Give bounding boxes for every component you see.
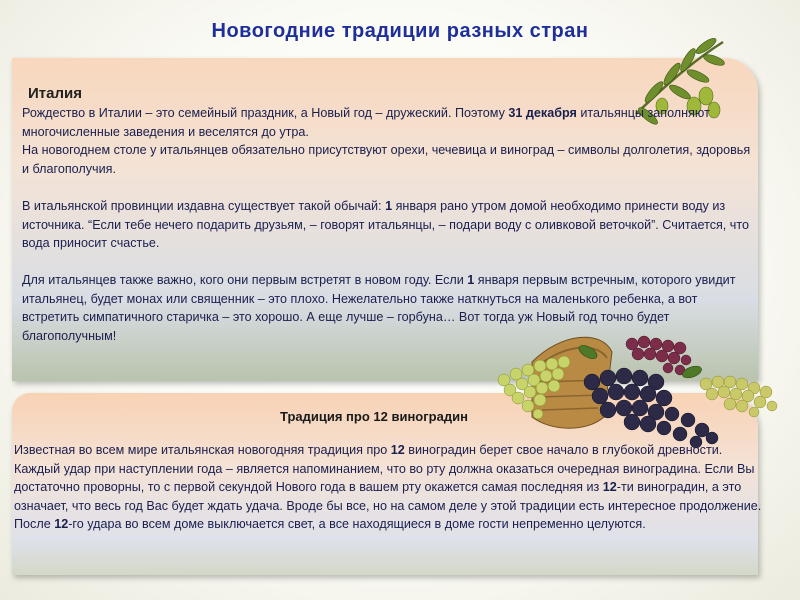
text-segment: Для итальянцев также важно, кого они первым встретят в новом году. Если (22, 273, 468, 287)
text-segment: На новогоднем столе у итальянцев обязательно присутствуют орехи, чечевица и виноград – символы долголетия, здоровья и благополучия. (22, 143, 751, 176)
text-segment: Известная во всем мире итальянская новогодняя традиция про (14, 443, 391, 457)
number-highlight: 12 (602, 480, 617, 495)
text-segment: виноградин (387, 409, 468, 424)
text-segment: Рождество в Италии – это семейный праздник, а Новый год – дружеский. Поэтому (22, 106, 509, 120)
text-segment: Традиция про (280, 409, 374, 424)
date-highlight: 31 декабря (508, 106, 577, 120)
number-highlight: 12 (373, 409, 388, 424)
country-heading: Италия (28, 85, 82, 102)
paragraph-first-meeting (22, 271, 757, 345)
text-segment: В итальянской провинции издавна существует такой обычай: (22, 199, 386, 213)
number-highlight: 1 (467, 273, 475, 287)
text-segment: -ти виноградин, а это означает, что весь год Вас будет ждать удача. Вроде бы все, но на самом деле у этой традиции есть интересное продолжение. После (14, 480, 762, 532)
text-segment: виноградин берет свое начало в глубокой древности. Каждый удар при наступлении года – является напоминанием, что во рту должна оказаться очередная виноградина. Если Вы достаточно проворны, то с первой секундой Нового года в вашем рту окажется самая последняя из (14, 443, 755, 495)
paragraph-christmas (22, 104, 757, 178)
grapes-subtitle (280, 409, 468, 424)
text-segment: января первым встречным, которого увидит итальянец, будет монах или священник – это плохо. Нежелательно также наткнуться на маленького ребенка, а вот встретить симпатичного старичка – это хорошо. А еще лучше – горбуна… Вот тогда уж Новый год точно будет благополучным! (22, 273, 736, 343)
page-title: Новогодние традиции разных стран (211, 20, 589, 42)
number-highlight: 1 (385, 199, 393, 213)
text-segment: января рано утром домой необходимо принести воду из источника. “Если тебе нечего подарить друзьям, – говорят итальянцы, – подари воду с оливковой веточкой”. Считается, что вода приносит счастье. (22, 199, 749, 251)
number-highlight: 12 (54, 517, 69, 532)
number-highlight: 12 (390, 443, 405, 457)
text-segment: итальянцы заполняют многочисленные заведения и веселятся до утра. (22, 106, 710, 139)
paragraph-twelve-grapes (14, 441, 762, 534)
paragraph-water-custom (22, 197, 757, 253)
text-segment: -го удара во всем доме выключается свет, а все находящиеся в доме гости непременно целуются. (68, 517, 646, 532)
